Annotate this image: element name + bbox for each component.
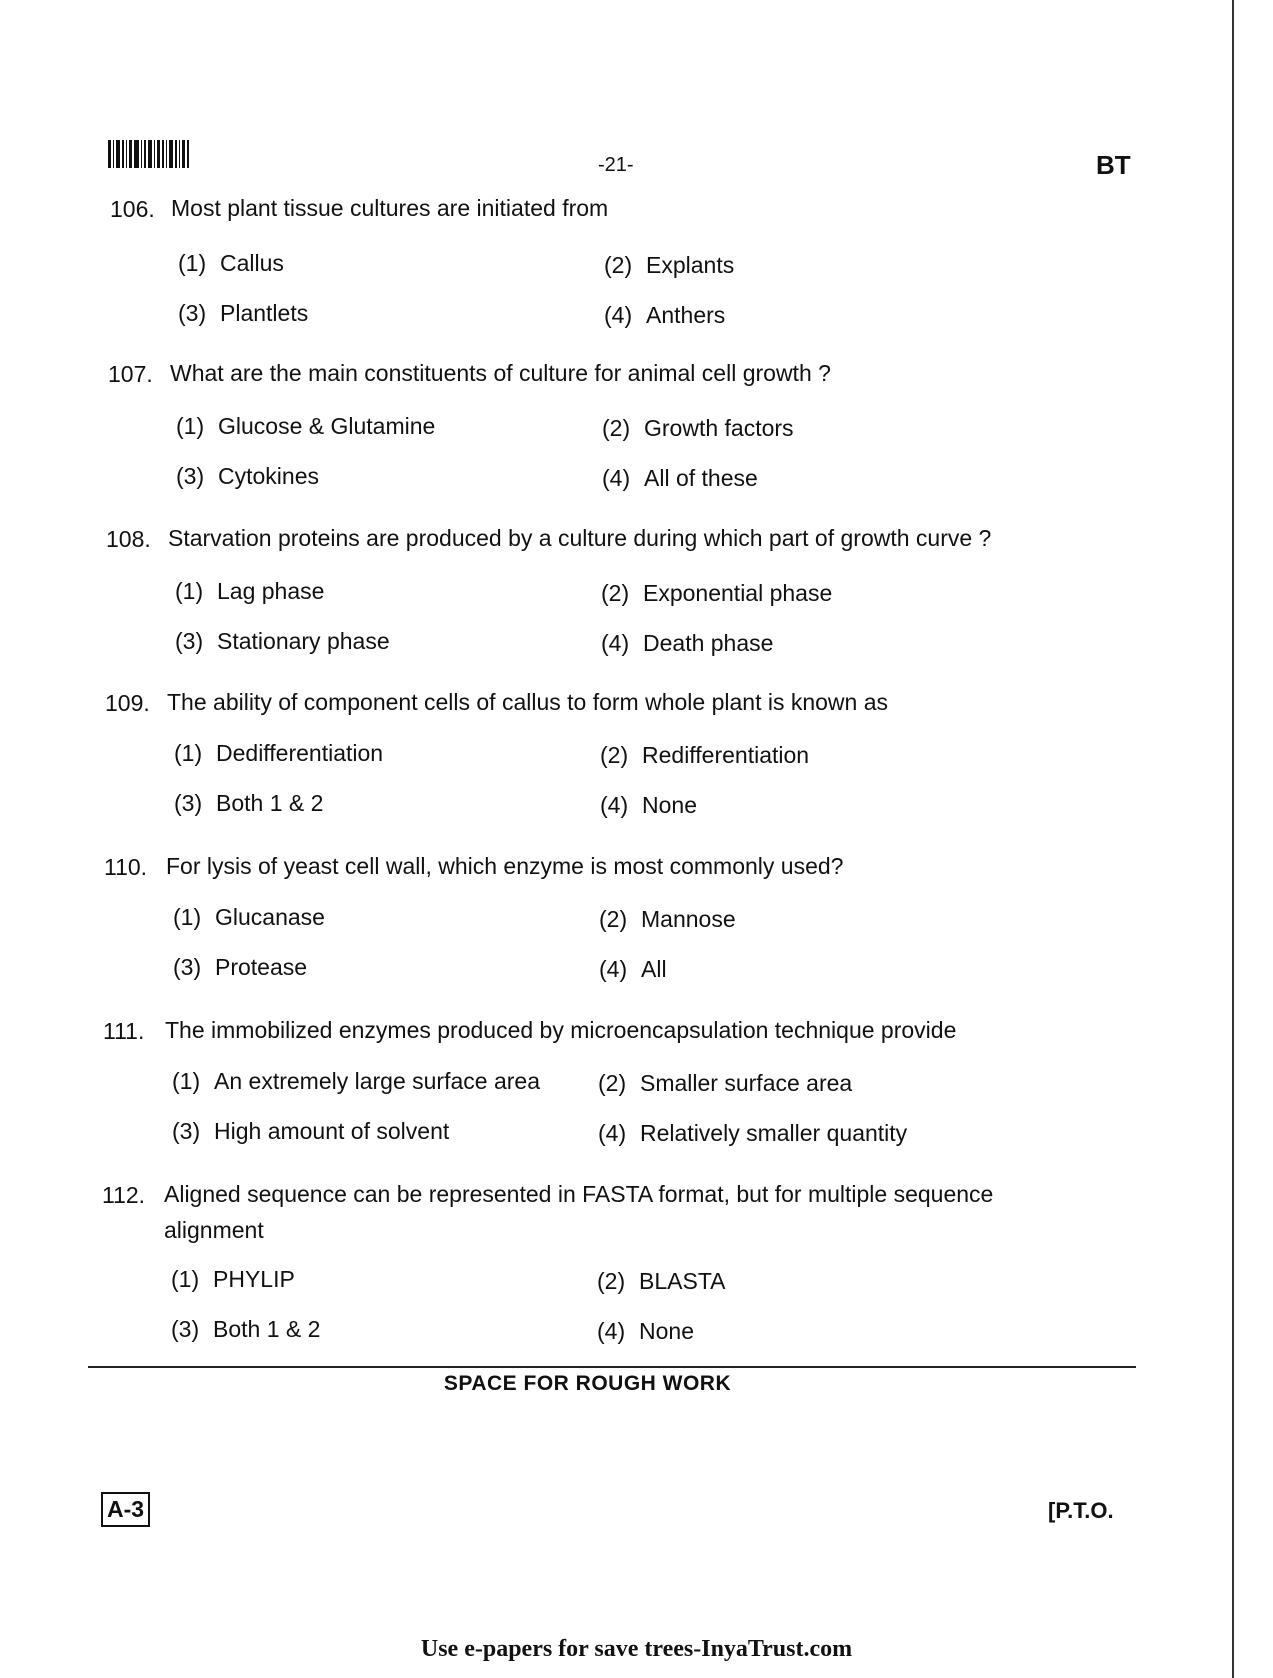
option-2[interactable]: (2) Mannose	[599, 906, 736, 932]
option-2[interactable]: (2) Growth factors	[602, 415, 794, 441]
option-3[interactable]: (3) Plantlets	[178, 300, 309, 326]
rough-work-label: SPACE FOR ROUGH WORK	[443, 1372, 732, 1395]
question-number: 107.	[108, 361, 153, 387]
option-4[interactable]: (4) All of these	[602, 465, 758, 491]
question-text: For lysis of yeast cell wall, which enzyme is most commonly used?	[166, 853, 844, 879]
option-4[interactable]: (4) Anthers	[604, 302, 726, 328]
question-text: Most plant tissue cultures are initiated from	[171, 195, 609, 221]
option-2[interactable]: (2) Explants	[604, 252, 735, 278]
subject-code: BT	[1096, 150, 1131, 180]
option-3[interactable]: (3) Both 1 & 2	[174, 790, 324, 816]
question-text: What are the main constituents of culture for animal cell growth ?	[170, 360, 831, 386]
question-number: 111.	[103, 1018, 145, 1044]
footer-note: Use e-papers for save trees-InyaTrust.com	[420, 1636, 853, 1662]
barcode-icon	[108, 140, 200, 168]
option-4[interactable]: (4) None	[600, 792, 697, 818]
question-number: 106.	[110, 196, 155, 222]
question-number: 109.	[105, 690, 150, 716]
option-3[interactable]: (3) Both 1 & 2	[171, 1316, 321, 1342]
option-1[interactable]: (1) Dedifferentiation	[174, 740, 384, 766]
option-2[interactable]: (2) Redifferentiation	[600, 742, 810, 768]
page-number: -21-	[598, 154, 634, 176]
option-4[interactable]: (4) None	[597, 1318, 694, 1344]
question-number: 110.	[104, 854, 148, 880]
option-2[interactable]: (2) Exponential phase	[601, 580, 833, 606]
question-text: Aligned sequence can be represented in FASTA format, but for multiple sequence alignment	[164, 1181, 994, 1243]
series-code: A-3	[101, 1492, 150, 1527]
option-1[interactable]: (1) PHYLIP	[171, 1266, 295, 1292]
question-text: The immobilized enzymes produced by microencapsulation technique provide	[165, 1017, 957, 1043]
pto-label: [P.T.O.	[1048, 1498, 1114, 1523]
option-3[interactable]: (3) High amount of solvent	[172, 1118, 450, 1144]
option-2[interactable]: (2) BLASTA	[597, 1268, 726, 1294]
option-1[interactable]: (1) Callus	[178, 250, 284, 276]
option-1[interactable]: (1) An extremely large surface area	[172, 1068, 540, 1094]
option-4[interactable]: (4) All	[599, 956, 667, 982]
option-4[interactable]: (4) Relatively smaller quantity	[598, 1120, 908, 1146]
question-number: 112.	[102, 1182, 146, 1208]
option-1[interactable]: (1) Glucose & Glutamine	[176, 413, 436, 439]
question-text: Starvation proteins are produced by a culture during which part of growth curve ?	[168, 525, 992, 551]
option-3[interactable]: (3) Cytokines	[176, 463, 319, 489]
option-1[interactable]: (1) Lag phase	[175, 578, 325, 604]
option-3[interactable]: (3) Stationary phase	[175, 628, 390, 654]
page-edge-line	[1232, 0, 1234, 1678]
question-number: 108.	[106, 526, 151, 552]
option-3[interactable]: (3) Protease	[173, 954, 308, 980]
option-2[interactable]: (2) Smaller surface area	[598, 1070, 853, 1096]
question-text: The ability of component cells of callus to form whole plant is known as	[167, 689, 889, 715]
option-4[interactable]: (4) Death phase	[601, 630, 774, 656]
option-1[interactable]: (1) Glucanase	[173, 904, 325, 930]
rough-work-divider	[88, 1366, 1136, 1368]
